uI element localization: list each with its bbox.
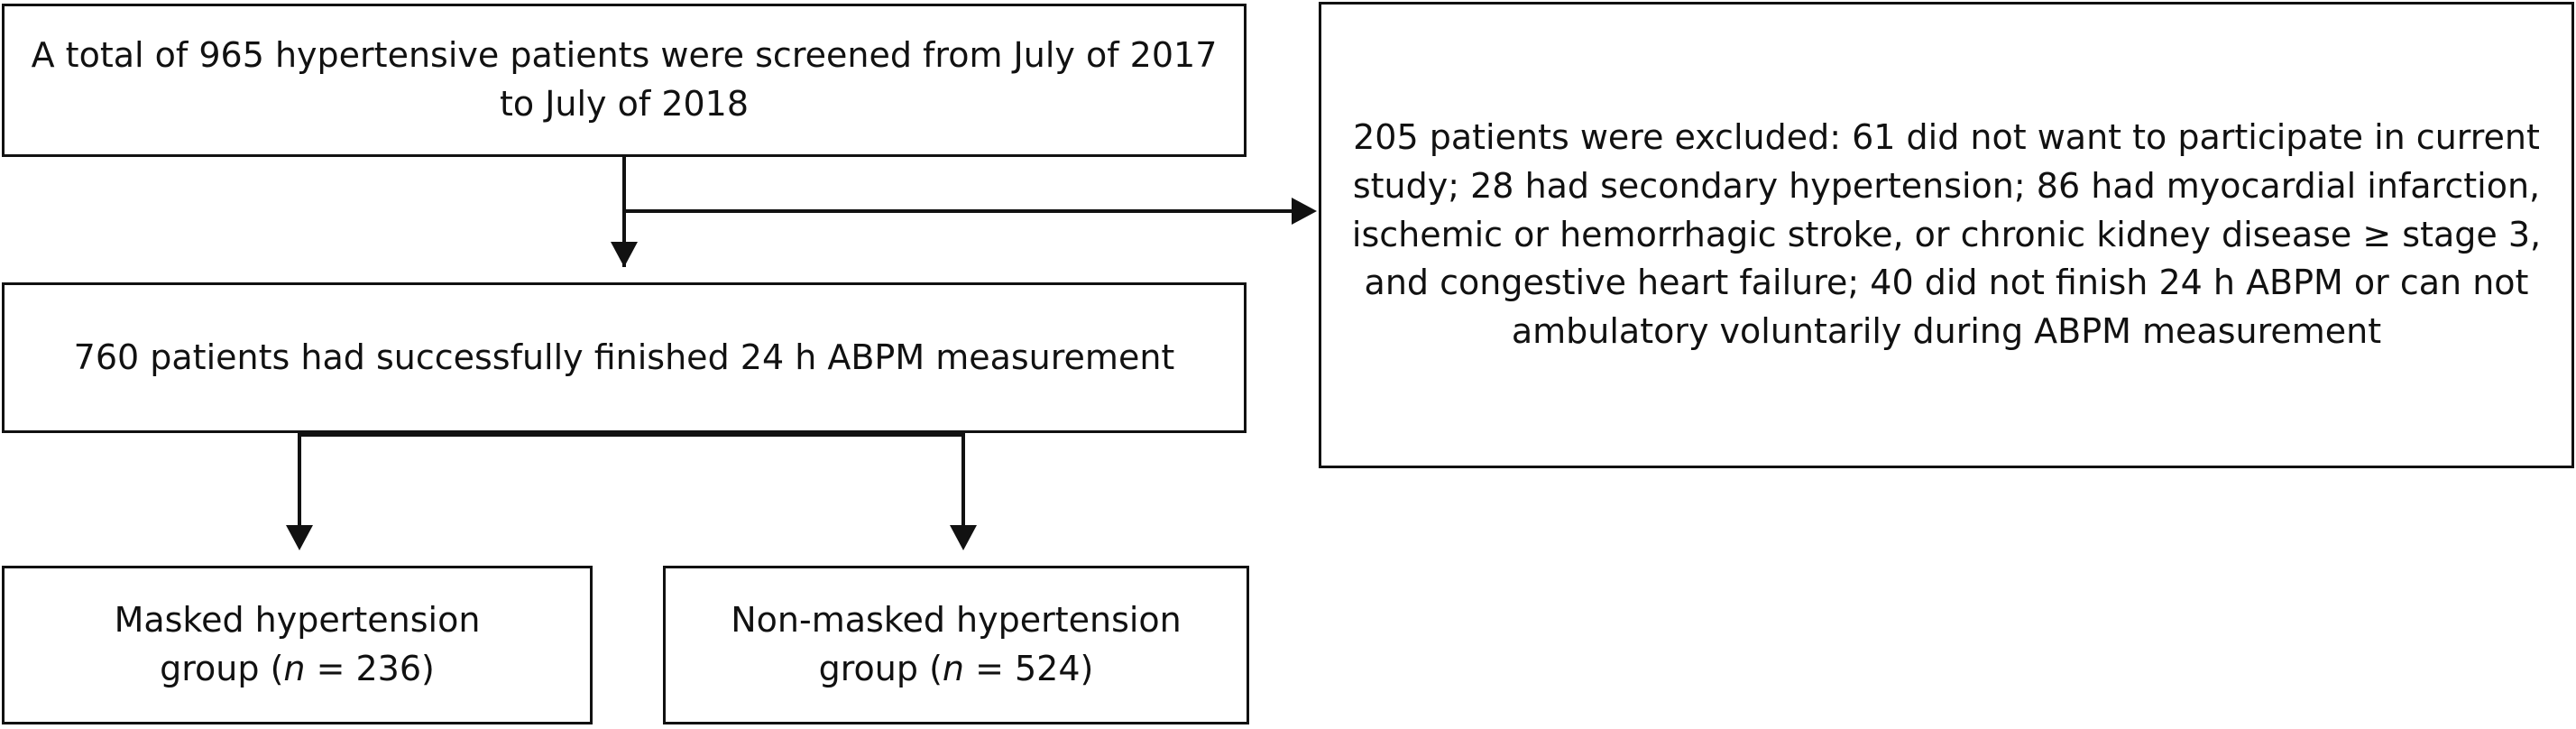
node-nonmasked-group-line2-suffix: = 524) — [964, 649, 1094, 688]
node-nonmasked-group — [663, 566, 1249, 724]
node-masked-group-line1: Masked hypertension — [114, 600, 481, 641]
node-abpm-completed-label: 760 patients had successfully finished 24 h ABPM measurement — [73, 337, 1175, 377]
edge-abpm-split-line — [298, 433, 965, 437]
edge-screened-to-excluded-arrowhead — [1292, 198, 1317, 225]
node-nonmasked-group-n-symbol: n — [942, 649, 964, 688]
node-masked-group — [2, 566, 593, 724]
node-nonmasked-group-label — [731, 596, 1182, 694]
node-masked-group-label — [115, 596, 481, 694]
node-masked-group-line2-prefix: group ( — [160, 649, 284, 688]
node-screened-patients-label: A total of 965 hypertensive patients were screened from July of 2017 to July of 2018 — [31, 35, 1218, 124]
node-excluded-patients-label: 205 patients were excluded: 61 did not want to participate in current study; 28 had secondary hypertension; 86 had myocardial infarction, ischemic or hemorrhagic stroke, or chronic kidney disease ≥ stage 3, and congestive heart failure; 40 did not finish 24 h ABPM or can not ambulatory voluntarily during ABPM measurement — [1351, 116, 2542, 352]
node-excluded-patients — [1319, 2, 2574, 468]
edge-abpm-to-nonmasked-arrowhead — [950, 525, 977, 550]
node-masked-group-n-symbol: n — [283, 649, 306, 688]
node-screened-patients — [2, 4, 1247, 157]
edge-screened-to-abpm-arrowhead — [611, 242, 638, 267]
node-nonmasked-group-line2-prefix: group ( — [818, 649, 943, 688]
edge-abpm-to-masked-arrowhead — [286, 525, 313, 550]
node-abpm-completed — [2, 282, 1247, 433]
edge-abpm-to-masked-line — [298, 433, 301, 537]
node-masked-group-line2-suffix: = 236) — [305, 649, 435, 688]
node-nonmasked-group-line1: Non-masked hypertension — [731, 600, 1182, 641]
edge-abpm-to-nonmasked-line — [961, 433, 965, 537]
edge-screened-to-excluded-line — [622, 209, 1297, 213]
